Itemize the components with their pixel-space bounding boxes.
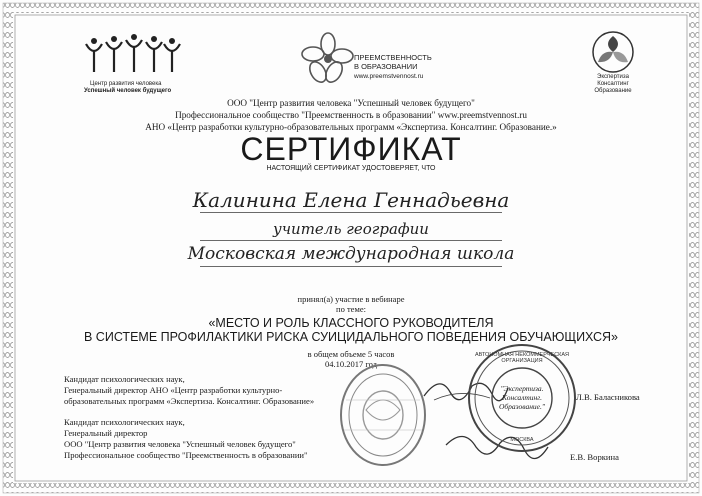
signatory1-block — [64, 374, 314, 407]
school-underline — [200, 266, 502, 267]
left-logo-line1: Центр развития человека — [90, 81, 162, 87]
participation-line1: принял(а) участие в вебинаре — [297, 294, 405, 304]
signatory2-line: ООО "Центр развития человека "Успешный человек будущего" — [64, 439, 296, 449]
certificate-subtitle: НАСТОЯЩИЙ СЕРТИФИКАТ УДОСТОВЕРЯЕТ, ЧТО — [266, 165, 436, 172]
recipient-name: Калинина Елена Геннадьевна — [192, 188, 510, 212]
position-underline — [200, 240, 502, 241]
stamp-city: МОСКВА — [510, 437, 534, 443]
name-underline — [200, 212, 502, 213]
right-logo-line1: Экспертиза — [597, 74, 629, 80]
triskelion-logo-icon — [588, 30, 638, 74]
webinar-date: 04.10.2017 год — [325, 359, 377, 369]
signatory1-line: Генеральный директор АНО «Центр разработки культурно- — [64, 385, 283, 395]
webinar-topic — [0, 316, 702, 344]
recipient-position: учитель географии — [273, 220, 429, 238]
organization-line: АНО «Центр разработки культурно-образовательных программ «Экспертиза. Консалтинг. Образование.» — [145, 122, 557, 132]
left-logo — [72, 32, 192, 92]
organization-line: Профессиональное сообщество "Преемственность в образовании" www.preemstvennost.ru — [175, 110, 527, 120]
participation-line2: по теме: — [336, 304, 366, 314]
certificate-title: СЕРТИФИКАТ — [240, 131, 462, 167]
stamp-ring-text: АВТОНОМНАЯ НЕКОММЕРЧЕСКАЯ ОРГАНИЗАЦИЯ — [474, 352, 570, 364]
right-logo-line2: Консалтинг — [597, 81, 629, 87]
signatory2-name: Е.В. Воркина — [570, 452, 619, 462]
recipient-school: Московская международная школа — [187, 244, 515, 264]
stamp-inner-line: "Экспертиза. — [500, 384, 544, 393]
stamp-inner-text — [492, 384, 552, 411]
round-seal-left — [336, 360, 430, 470]
center-logo-line2: В ОБРАЗОВАНИИ — [354, 62, 418, 71]
participation-text — [0, 294, 702, 314]
flower-logo-icon — [300, 30, 356, 88]
signatory1-line: Кандидат психологических наук, — [64, 374, 185, 384]
stamp-inner-line: Образование." — [498, 402, 546, 411]
people-logo-icon — [72, 32, 192, 76]
signatory2-block — [64, 417, 308, 461]
topic-line2: В СИСТЕМЕ ПРОФИЛАКТИКИ РИСКА СУИЦИДАЛЬНОГО ПОВЕДЕНИЯ ОБУЧАЮЩИХСЯ» — [84, 330, 618, 344]
center-logo-url: www.preemstvennost.ru — [354, 73, 424, 80]
signatory2-line: Профессиональное сообщество "Преемственность в образовании" — [64, 450, 308, 460]
organization-line: ООО "Центр развития человека "Успешный человек будущего" — [227, 98, 475, 108]
center-logo-line1: ПРЕЕМСТВЕННОСТЬ — [354, 53, 432, 62]
signatory1-line: образовательных программ «Экспертиза. Консалтинг. Образование» — [64, 396, 315, 406]
organization-stamp — [466, 342, 578, 454]
right-logo — [578, 30, 648, 100]
right-logo-line3: Образование — [594, 88, 632, 94]
signatory2-line: Кандидат психологических наук, — [64, 417, 185, 427]
topic-line1: «МЕСТО И РОЛЬ КЛАССНОГО РУКОВОДИТЕЛЯ — [208, 316, 494, 330]
webinar-volume: в общем объеме 5 часов — [307, 349, 395, 359]
stamp-inner-line: Консалтинг. — [502, 393, 542, 402]
signatory1-name: Л.В. Баласникова — [576, 392, 640, 402]
signatory2-line: Генеральный директор — [64, 428, 148, 438]
left-logo-line2: Успешный человек будущего — [84, 88, 172, 94]
center-logo — [300, 30, 440, 94]
organization-list — [0, 97, 702, 133]
